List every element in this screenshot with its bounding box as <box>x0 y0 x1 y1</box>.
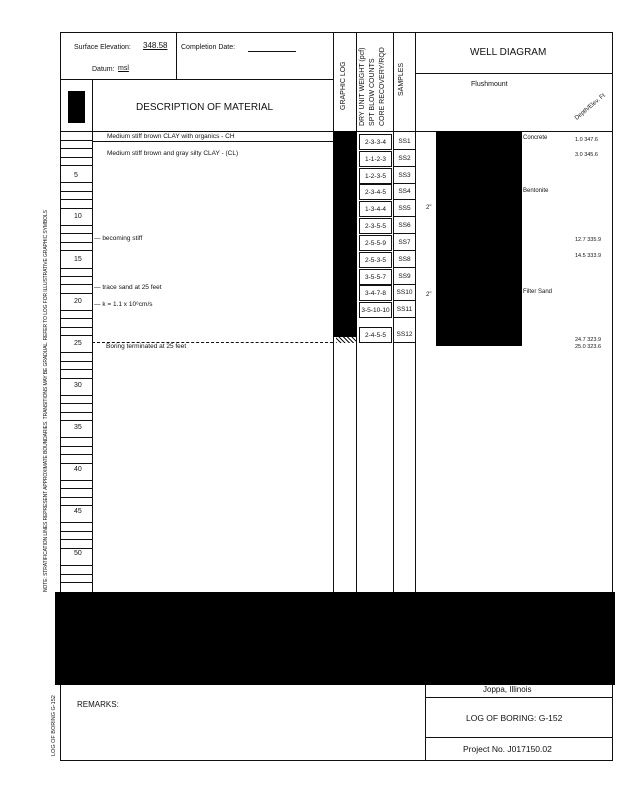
spt-cell: 3-5-10-10 <box>359 302 392 318</box>
footer-log-of-boring: LOG OF BORING: G-152 <box>466 713 563 723</box>
header-divider <box>60 79 333 80</box>
annotation-permeability: — k = 1.1 x 10⁶cm/s <box>94 301 153 308</box>
datum-value: msl <box>118 65 129 72</box>
spt-label-1: DRY UNIT WEIGHT (pcf) <box>359 47 366 126</box>
spt-cell: 1-3-4-4 <box>359 201 392 217</box>
spt-cell: 2-3-4-5 <box>359 184 392 200</box>
depth-label-45: 45 <box>74 508 82 515</box>
spt-label-2: SPT BLOW COUNTS <box>369 58 376 126</box>
sample-id: SS8 <box>394 252 415 268</box>
remarks-label: REMARKS: <box>77 700 119 709</box>
spt-cell: 1-2-3-5 <box>359 168 392 184</box>
well-elevation: 25.0 323.6 <box>575 344 602 350</box>
well-pipe-size-1: 2" <box>426 205 432 211</box>
well-elevation: 24.7 323.9 <box>575 337 602 343</box>
surface-elevation-label: Surface Elevation: <box>74 44 131 51</box>
completion-date-label: Completion Date: <box>181 44 236 51</box>
depth-label-5: 5 <box>74 172 78 179</box>
footer-line-2 <box>425 737 613 738</box>
well-label-filter-sand: Filter Sand <box>523 289 553 295</box>
well-label-concrete: Concrete <box>523 135 548 141</box>
sample-id: SS6 <box>394 218 415 234</box>
sample-id: SS12 <box>394 327 415 343</box>
spt-cell: 2-3-3-4 <box>359 134 392 150</box>
material-row-2: Medium stiff brown and gray silty CLAY - (CL) <box>107 150 239 157</box>
graphic-log-fill <box>333 131 357 337</box>
annotation-trace-sand: — trace sand at 25 feet <box>94 284 162 291</box>
sample-id: SS9 <box>394 269 415 285</box>
spt-cell: 2-5-3-5 <box>359 252 392 268</box>
sample-id: SS11 <box>394 302 415 318</box>
spt-label-3: CORE RECOVERY/RQD <box>379 47 386 126</box>
well-pipe-size-2: 2" <box>426 292 432 298</box>
depth-label-30: 30 <box>74 382 82 389</box>
samples-col-right <box>415 32 416 592</box>
annotation-terminated: Boring terminated at 25 feet <box>106 343 187 350</box>
footer-line-1 <box>425 697 613 698</box>
surface-elevation-value: 348.58 <box>143 41 168 50</box>
elev-depth-label: Depth/Elev. Ft <box>574 92 607 122</box>
spt-cell: 2-4-5-5 <box>359 327 392 343</box>
sample-id: SS2 <box>394 151 415 167</box>
description-title: DESCRIPTION OF MATERIAL <box>136 102 274 113</box>
depth-label-15: 15 <box>74 256 82 263</box>
depth-col-line <box>92 79 93 592</box>
spt-cell: 3-5-5-7 <box>359 269 392 285</box>
well-elevation: 3.0 345.6 <box>575 152 598 158</box>
spt-cell: 2-3-5-5 <box>359 218 392 234</box>
datum-label: Datum: <box>92 66 115 73</box>
graphic-log-label: GRAPHIC LOG <box>340 61 347 110</box>
sample-id: SS10 <box>394 285 415 301</box>
annotation-becoming-stiff: — becoming stiff <box>94 235 143 242</box>
spt-cell: 1-1-2-3 <box>359 151 392 167</box>
depth-label-50: 50 <box>74 550 82 557</box>
well-elevation: 1.0 347.6 <box>575 137 598 143</box>
depth-label-40: 40 <box>74 466 82 473</box>
sample-id: SS4 <box>394 184 415 200</box>
depth-label-10: 10 <box>74 213 82 220</box>
completion-date-blank <box>248 51 296 52</box>
redacted-header-logo <box>68 91 85 123</box>
flushmount-label: Flushmount <box>471 81 508 88</box>
well-redaction <box>436 131 522 346</box>
depth-label-35: 35 <box>74 424 82 431</box>
well-elevation: 12.7 335.9 <box>575 237 602 243</box>
well-elevation: 14.5 333.9 <box>575 253 602 259</box>
side-note: NOTE: STRATIFICATION LINES REPRESENT APPROXIMATE BOUNDARIES. TRANSITIONS MAY BE GRADUAL. REFER TO LOG FOR ILLUSTRATIVE GRAPHIC SYMBOLS <box>43 210 49 592</box>
sample-id: SS7 <box>394 235 415 251</box>
footer-project: Project No. J017150.02 <box>463 744 552 754</box>
spt-cell: 2-5-5-9 <box>359 235 392 251</box>
boring-terminated-line <box>92 342 333 343</box>
well-diagram-title: WELL DIAGRAM <box>470 47 547 58</box>
side-note-log-id: LOG OF BORING G-152 <box>51 695 57 756</box>
spt-cell: 3-4-7-8 <box>359 285 392 301</box>
completion-divider <box>176 32 177 79</box>
graphic-log-hatch <box>336 337 356 343</box>
material-row-1: Medium stiff brown CLAY with organics - CH <box>107 133 235 140</box>
redacted-band <box>55 592 615 685</box>
sample-id: SS3 <box>394 168 415 184</box>
depth-label-20: 20 <box>74 298 82 305</box>
sample-id: SS5 <box>394 201 415 217</box>
footer-location: Joppa, Illinois <box>483 685 532 694</box>
depth-label-25: 25 <box>74 340 82 347</box>
material-divider-1 <box>92 141 333 142</box>
sample-id: SS1 <box>394 134 415 150</box>
well-label-bentonite: Bentonite <box>523 188 549 194</box>
samples-label: SAMPLES <box>398 62 405 96</box>
well-title-line <box>415 73 613 74</box>
